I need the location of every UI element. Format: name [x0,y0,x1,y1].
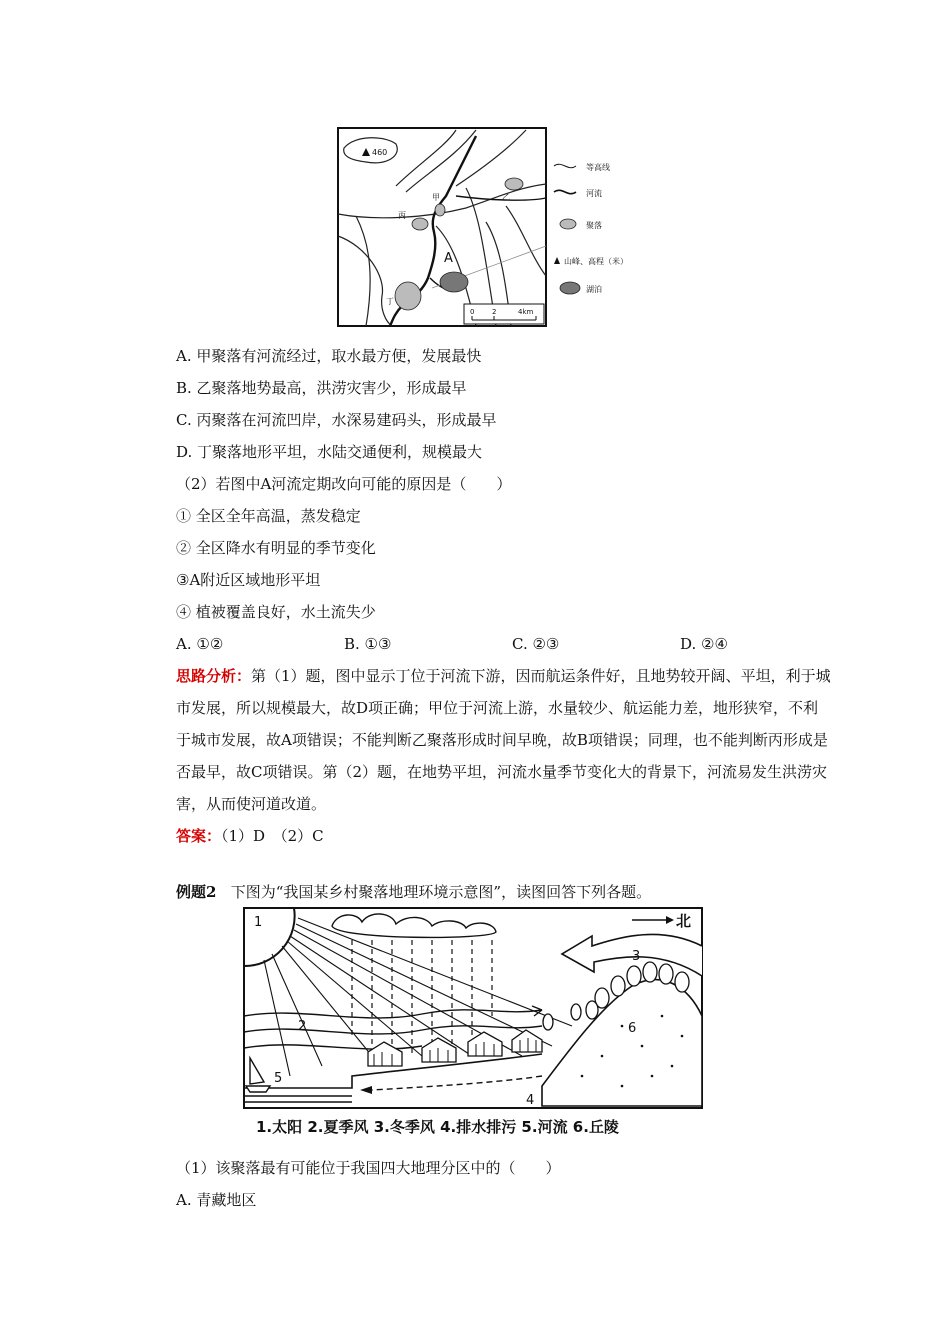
legend-peak-label: 山峰、高程（米） [564,257,628,266]
settlement-ding [395,282,421,310]
label-a: A [444,251,453,266]
example2-heading [176,882,651,902]
q2-choice-b: B. ①③ [344,635,392,653]
q2-statement-3: ③A附近区域地形平坦 [176,571,321,589]
marker-2: 2 [298,1019,307,1034]
north-label: 北 [676,912,692,930]
legend-settlement-label: 聚落 [586,221,602,230]
legend-lake-icon [560,282,580,294]
example2-label: 例题2 [176,883,217,901]
marker-1: 1 [254,915,263,930]
label-ding: 丁 [386,297,394,306]
answer-label: 答案： [176,827,222,845]
analysis-label: 思路分析： [176,667,252,685]
peak-elevation-label: 460 [372,148,388,157]
q2-statement-4: ④ 植被覆盖良好，水土流失少 [176,603,376,621]
topographic-map-figure [336,126,672,330]
analysis-paragraph [176,660,832,820]
legend-peak-icon [554,257,560,264]
scale-four: 4km [518,308,534,316]
legend-contour-icon [554,164,576,167]
village-caption: 1.太阳 2.夏季风 3.冬季风 4.排水排污 5.河流 6.丘陵 [256,1118,619,1136]
q1-option-d: D. 丁聚落地形平坦，水陆交通便利，规模最大 [176,443,483,461]
legend-river-label: 河流 [586,189,602,198]
q2-statement-1: ① 全区全年高温，蒸发稳定 [176,507,361,525]
scale-zero: 0 [470,308,475,316]
settlement-jia [435,204,445,216]
q2-stem: （2）若图中A河流定期改向可能的原因是（ ） [176,475,512,493]
q2-statement-2: ② 全区降水有明显的季节变化 [176,539,376,557]
q2-choice-c: C. ②③ [512,635,560,653]
marker-3: 3 [632,949,641,964]
marker-4: 4 [526,1093,535,1108]
lake [440,272,468,292]
legend-lake-label: 湖泊 [586,285,602,294]
label-bing: 丙 [398,211,406,220]
label-yi: 乙 [502,193,510,202]
answer-text: （1）D （2）C [221,827,324,845]
q1-option-b: B. 乙聚落地势最高，洪涝灾害少，形成最早 [176,379,467,397]
legend-settlement-icon [560,219,576,229]
marker-5: 5 [274,1071,283,1086]
q2-choice-a: A. ①② [176,635,224,653]
answer-line [176,826,324,846]
scale-two: 2 [492,308,497,316]
q1-option-a: A. 甲聚落有河流经过，取水最方便，发展最快 [176,347,482,365]
settlement-bing [412,218,428,230]
label-jia: 甲 [432,193,440,202]
q3-stem: （1）该聚落最有可能位于我国四大地理分区中的（ ） [176,1159,561,1177]
q1-option-c: C. 丙聚落在河流凹岸，水深易建码头，形成最早 [176,411,497,429]
q2-choice-d: D. ②④ [680,635,728,653]
example2-text: 下图为“我国某乡村聚落地理环境示意图”，读图回答下列各题。 [230,883,652,901]
settlement-yi [505,178,523,190]
analysis-text: 第（1）题，图中显示丁位于河流下游，因而航运条件好，且地势较开阔、平坦，利于城市发展，所以规模最大，故D项正确；甲位于河流上游，水量较少、航运能力差，地形狭窄，不利于城市发展，故A项错误；不能判断乙聚落形成时间早晚，故B项错误；同理，也不能判断丙形成是否最早，故C项错误。第（2）题，在地势平坦，河流水量季节变化大的背景下，河流易发生洪涝灾害，从而使河道改道。 [176,667,831,813]
q3-option-a: A. 青藏地区 [176,1191,257,1209]
marker-6: 6 [628,1021,637,1036]
legend-river-icon [554,190,576,193]
village-environment-figure [242,906,704,1138]
legend-contour-label: 等高线 [586,163,610,172]
